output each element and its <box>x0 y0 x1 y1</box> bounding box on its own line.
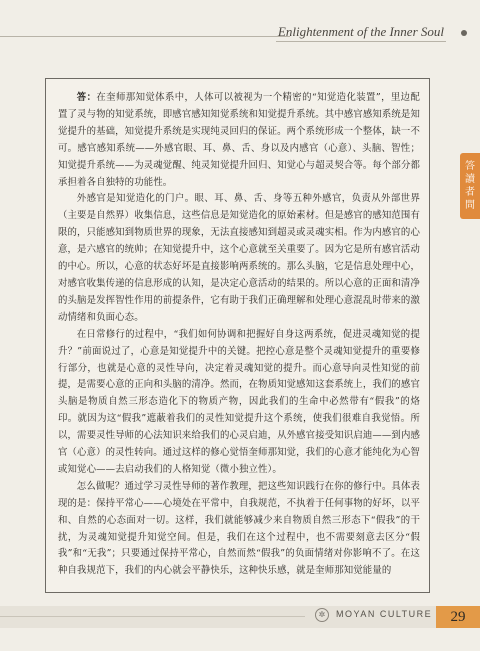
answer-lead: 答： <box>76 92 97 103</box>
side-tab-char: 讀 <box>465 174 475 185</box>
side-tab-char: 問 <box>465 200 475 211</box>
header-bullet-icon <box>461 30 467 36</box>
footer-brand: MOYAN CULTURE <box>336 609 433 619</box>
body-paragraph <box>58 90 420 191</box>
side-tab-char: 答 <box>465 161 475 172</box>
body-paragraph: 外感官是知觉造化的门户。眼、耳、鼻、舌、身等五种外感官，负责从外部世界（主要是自然界）收集信息，这些信息是知觉造化的原始素材。但是感官的感知范围有限的，只能感知到物质世界的现象，无法直接感知到超灵或灵魂实相。作为内感官的心意，是六感官的统帅；在知觉提升中，这个心意就至关重要了。因为它是所有感官活动的中心。所以，心意的状态好坏是直接影响两系统的。那么头脑，它是信息处理中心，对感官收集传递的信息形成的认知，是决定心意活动的结果的。所以心意的正面和清净的头脑是发挥智性作用的前提条件，它有助于我们正确理解和处理心意混乱时带来的激动情绪和负面心态。 <box>58 193 420 323</box>
body-paragraph: 怎么做呢？通过学习灵性导师的著作教理，把这些知识践行在你的修行中。具体表现的是：保持平常心——心境处在平常中，自我规范，不执着于任何事物的好坏，以平和、自然的心态面对一切。这样，我们就能够减少来自物质自然三形态下“假我”的干扰，为灵魂知觉提升知觉空间。但是，我们在这个过程中，也不需要刻意去区分“假我”和“无我”；只要通过保持平常心，自然而然“假我”的负面情绪对你影响不了。在这种自我规范下，我们的内心就会平静快乐，这种快乐感，就是奎师那知觉能量的 <box>58 480 420 577</box>
brand-logo-icon: ✲ <box>315 608 329 622</box>
page-number: 29 <box>436 606 480 628</box>
body-paragraph: 在日常修行的过程中，“我们如何协调和把握好自身这两系统，促进灵魂知觉的提升？”前面说过了，心意是知觉提升中的关键。把控心意是整个灵魂知觉提升的重要修行部分，也就是心意的灵性导向，决定着灵魂知觉的提升。而心意导向灵性知觉的前提，是需要心意的正向和头脑的清净。然而，在物质知觉感知这套系统上，我们的感官头脑是物质自然三形态造化下的物质产物，因此我们的生命中必然带有“假我”的烙印。就因为这“假我”遮蔽着我们的灵性知觉提升这个系统，使我们很难自我觉悟。所以，需要灵性导师的心法知识来给我们的心灵启迪，从外感官接受知识启迪——到内感官（心意）的灵性转向。通过这样的修心觉悟奎师那知觉，我们的心意才能纯化为心智或知觉心——去启动我们的人格知觉（微小独立性）。 <box>58 328 420 475</box>
article-body <box>58 90 420 580</box>
paragraph-text: 在奎师那知觉体系中，人体可以被视为一个精密的“知觉造化装置”，里边配置了灵与物的知觉系统，即感官感知知觉系统和知觉提升系统。其中感官感知系统是知觉提升的基础，知觉提升系统是实现纯灵回归的保证。两个系统形成一个整体，缺一不可。感官感知系统——外感官眼、耳、鼻、舌、身以及内感官（心意）、头脑、智性；知觉提升系统——为灵魂觉醒、纯灵知觉提升回归、知觉心与超灵契合等。每个部分都承担着各自独特的功能性。 <box>58 92 420 188</box>
header-rule <box>0 36 290 37</box>
side-tab-char: 者 <box>465 187 475 198</box>
side-section-tab <box>460 153 480 219</box>
footer-rule <box>0 616 305 617</box>
running-header-title: Enlightenment of the Inner Soul <box>276 24 446 42</box>
